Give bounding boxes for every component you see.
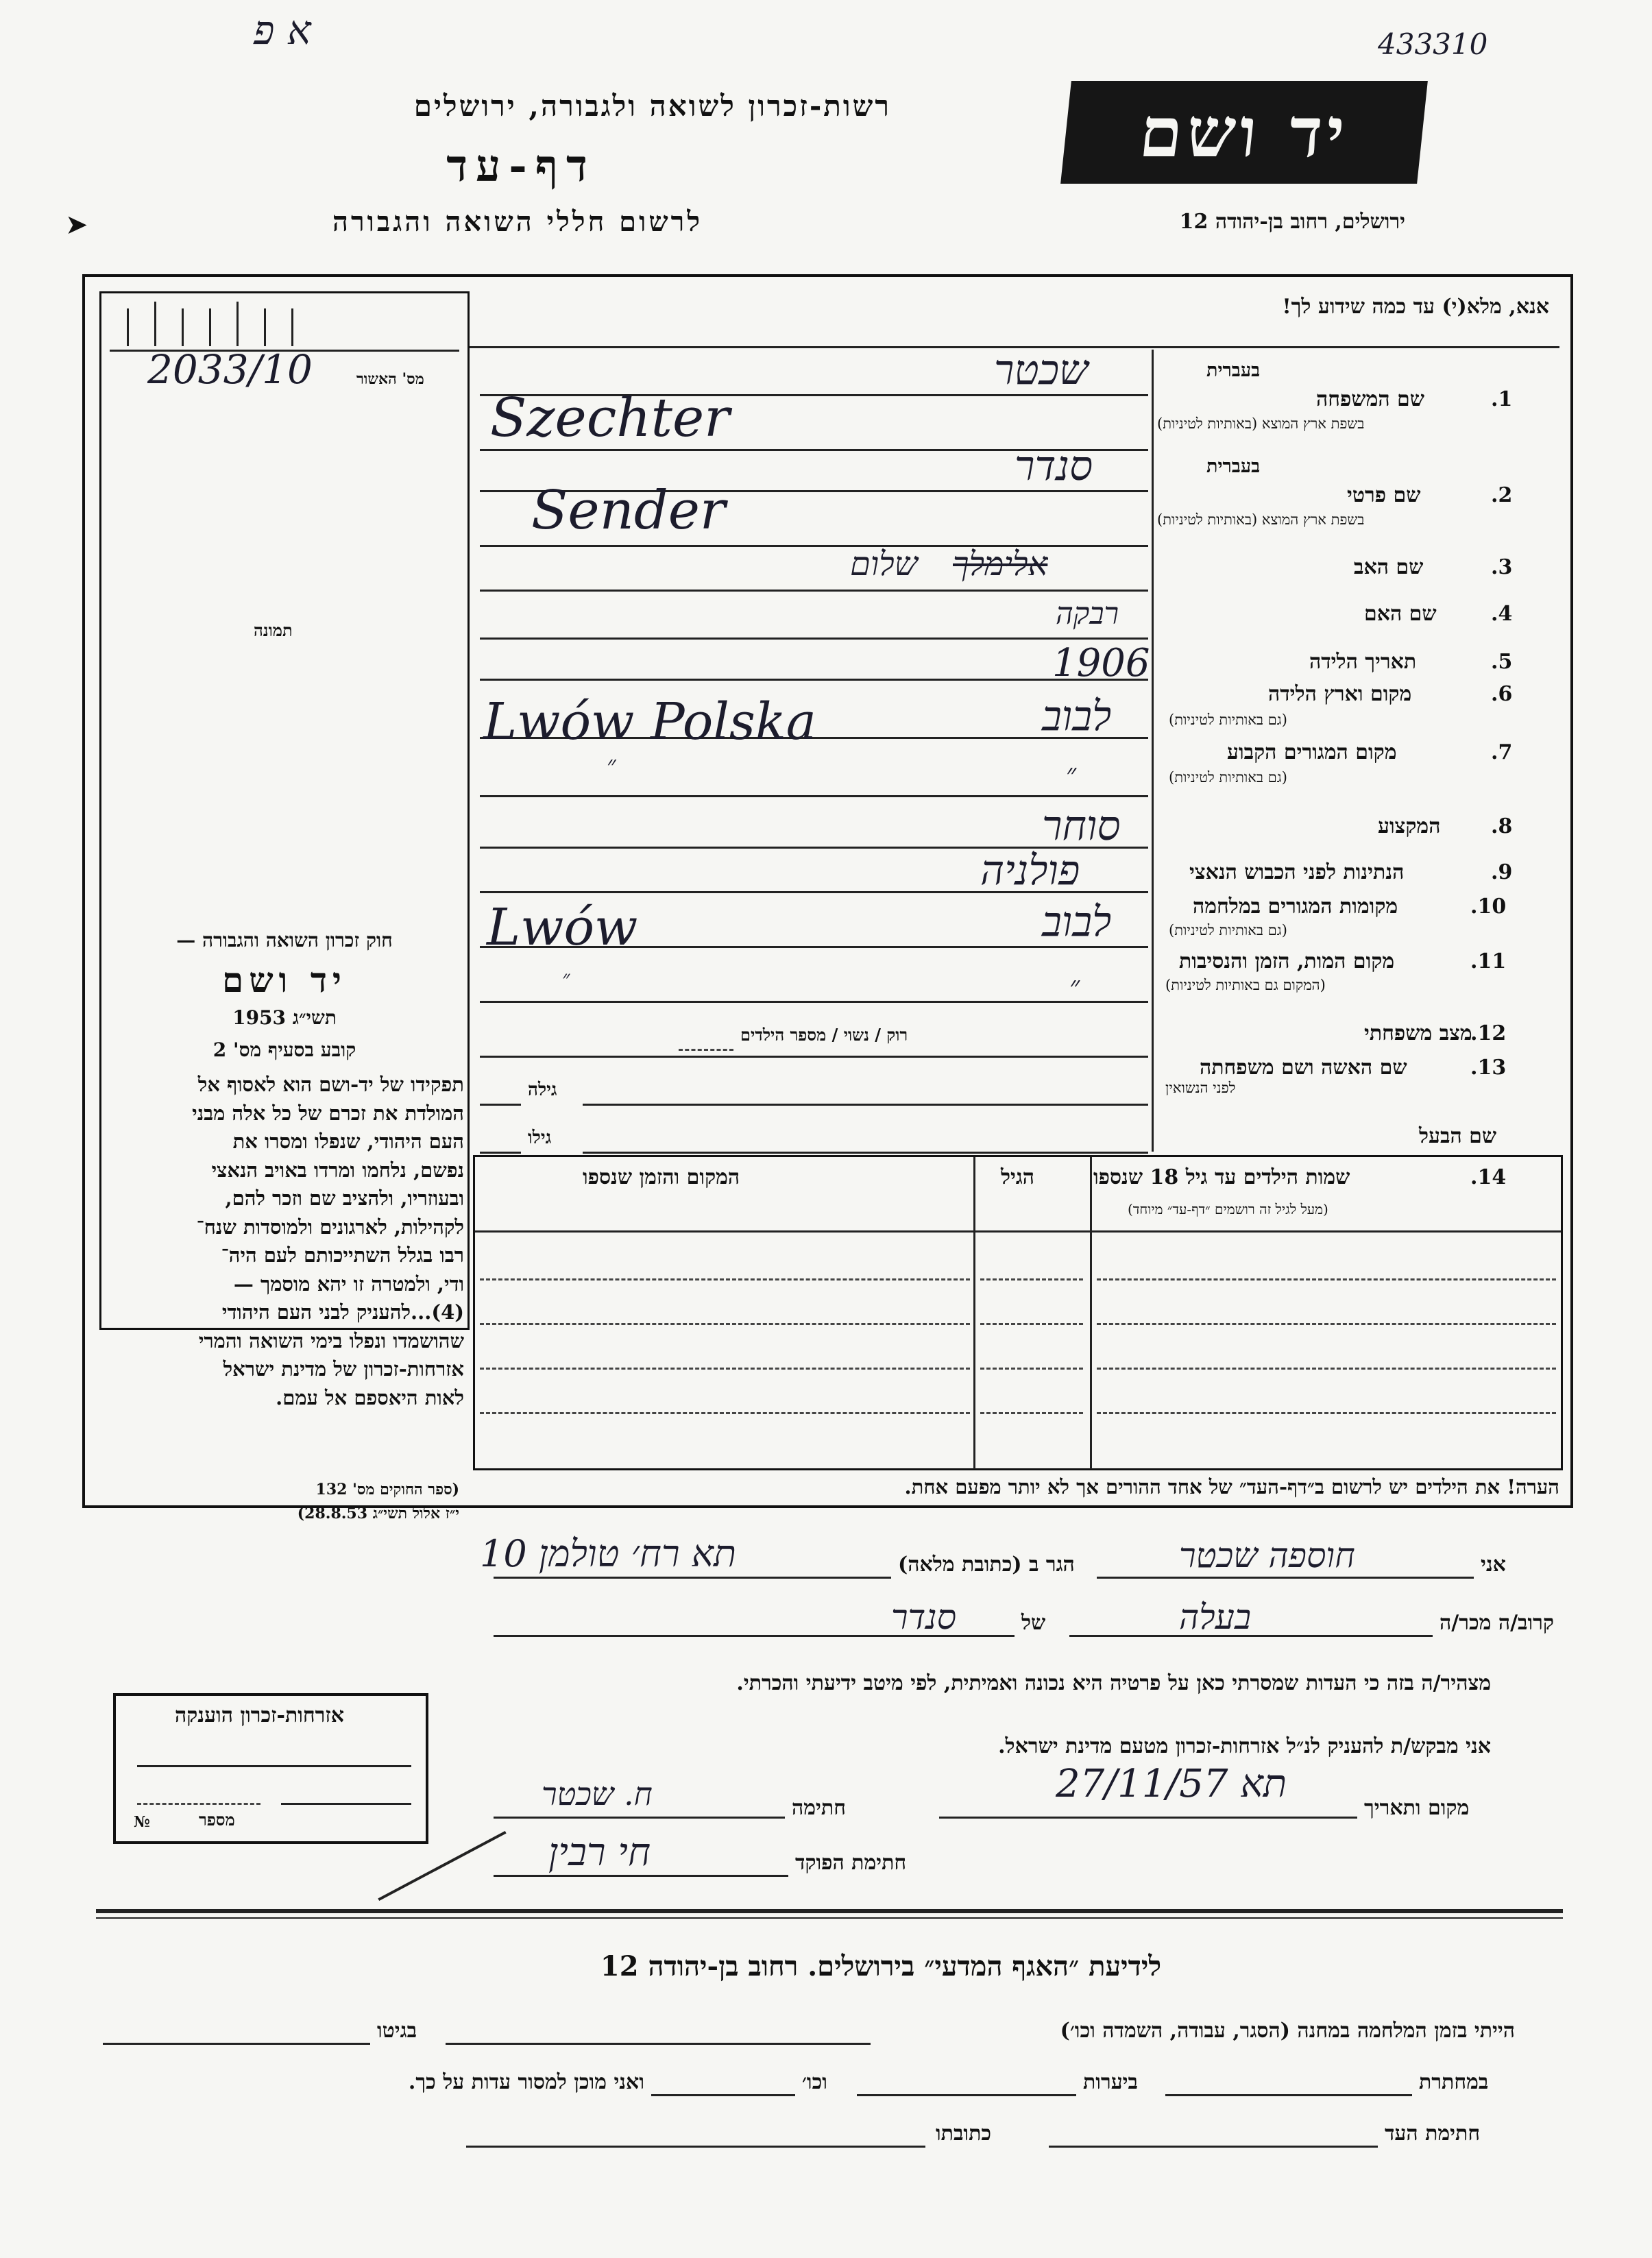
law-line: רבו בגלל השתייכותם לעם היה־ [221,1243,464,1267]
ref-ticks [127,302,291,350]
table-row-line [1097,1412,1556,1414]
citizenship-line [137,1803,260,1805]
number-sign: № [134,1813,150,1831]
institution-name: רשות-זכרון לשואה ולגבורה, ירושלים [413,89,891,123]
field-label-death: מקום המות, הזמן והנסיבות [1179,949,1395,973]
table-row-line [1097,1368,1556,1370]
field-label-husband: שם הבעל [1419,1124,1497,1148]
citizenship-line [281,1803,411,1805]
field-label-wartime: מקומות המגורים במלחמה [1193,895,1398,919]
table-divider [973,1157,975,1469]
decl-signature-label: חתימה [792,1796,846,1820]
arrow-icon: ➤ [65,209,88,241]
decl-line [939,1817,1357,1819]
law-title: חוק זכרון השואה והגבורה — [176,929,393,951]
bottom-etc-label: וכו׳ [802,2070,827,2094]
bottom-line [857,2094,1076,2096]
decl-line [1097,1577,1474,1579]
children-note: הערה! את הילדים יש לרשום ב״דף-העד״ של אחד ההורים אך לא יותר מפעם אחת. [904,1475,1559,1498]
field-sub-2: בשפת ארץ המוצא (באותיות לטיניות) [1157,511,1365,528]
occupation-value: סוחר [1042,802,1121,850]
field-num-8: 8. [1491,814,1513,838]
separator-line [96,1909,1563,1913]
field-num-3: 3. [1491,555,1513,579]
decl-place-date-label: מקום ותאריך [1364,1796,1470,1820]
first-name-latin: Sender [531,480,726,542]
table-row-line [480,1278,970,1280]
wife-age-label: גילה [528,1080,557,1100]
row-line [480,590,1148,592]
col-place: המקום והזמן שנספו [583,1165,740,1189]
law-footnote-2: י״ז אלול תשי״ג 28.8.53) [297,1505,459,1522]
field-sub-7: (גם באותיות לטיניות) [1169,769,1287,786]
decl-relative-label: קרוב/ה מכר/ה [1440,1611,1554,1635]
field-num-13: 13. [1470,1056,1507,1080]
table-row-line [980,1412,1083,1414]
decl-i-label: אני [1481,1553,1506,1577]
field-label-occupation: המקצוע [1378,814,1441,838]
field-label-birthplace: מקום וארץ הלידה [1268,682,1412,706]
header-address: ירושלים, רחוב בן-יהודה 12 [1179,210,1405,234]
bottom-ready-text: ואני מוכן למסור עדות על כך. [408,2070,644,2094]
bottom-line [1165,2094,1412,2096]
law-line: תפקידו של יד-ושם הוא לאסוף אל [197,1073,464,1096]
bottom-underground-label: במחתרת [1419,2070,1489,2094]
decl-of-value: סנדר [891,1597,957,1637]
table-header-line [475,1230,1561,1233]
bottom-line [651,2094,795,2096]
field-num-2: 2. [1491,483,1513,507]
law-line: ובעוזריו, ולהציב שם וזכר להם, [225,1187,464,1210]
field-sub-6: (גם באותיות לטיניות) [1169,712,1287,728]
row-line [480,679,1148,681]
decl-address-value: תא רח׳ טולמן 10 [480,1532,736,1575]
birthdate-value: 1906 [1052,641,1150,685]
field-label-family: שם המשפחה [1316,387,1425,411]
corner-mark-left: א פ [254,7,311,53]
field-num-9: 9. [1491,860,1513,884]
decl-line [494,1817,785,1819]
field-label-wife: שם האשה ושם משפחתה [1200,1056,1407,1080]
death-latin: ״ [562,967,570,991]
children-sub: (מעל לגיל זה רושמים ״דף-עד״ מיוחד) [1128,1201,1328,1217]
marital-options: רוק / נשוי / מספר הילדים [740,1025,908,1045]
decl-address-label: הגר ב (כתובת מלאה) [898,1553,1075,1577]
decl-name-value: חוספה שכטר [1179,1535,1355,1575]
field-sub-11: (המקום גם באותיות לטיניות) [1165,977,1326,993]
field-sub-1: בשפת ארץ המוצא (באותיות לטיניות) [1157,415,1365,432]
law-line: שהושמדו ונפלו בימי השואה והמרי [198,1328,464,1352]
hebrew-tag-1: בעברית [1206,360,1261,381]
citizenship-title: אזרחות-זכרון הוענקה [175,1703,345,1727]
law-line: העם היהודי, שנפלו ומסרו את [232,1130,464,1153]
field-num-5: 5. [1491,650,1513,674]
bottom-forests-label: ביערות [1083,2070,1139,2094]
bottom-witness-sig-label: חתימת העד [1385,2122,1481,2146]
field-num-12: 12. [1470,1021,1507,1045]
row-line [583,1104,1148,1106]
table-row-line [1097,1278,1556,1280]
residence-hebrew: ״ [1066,758,1077,790]
law-line: ודי, ולמטרה זו יהא מוסמך — [233,1272,464,1296]
decl-request: אני מבקש/ת להעניק לנ״ל אזרחות-זכרון מטעם מדינת ישראל. [998,1734,1491,1758]
children-label: שמות הילדים עד גיל 18 שנספו [1093,1165,1350,1189]
wartime-latin: Lwów [487,898,638,957]
birthplace-latin: Lwów Polska [483,692,816,751]
field-sub-13: לפני הנשואין [1165,1080,1236,1096]
decl-line [494,1577,891,1579]
birthplace-hebrew: לבוב [1042,692,1112,740]
family-name-latin: Szechter [490,387,730,449]
family-name-hebrew: שכטר [994,346,1089,394]
table-row-line [1097,1323,1556,1325]
law-line: לקהילות, לארגונים ולמוסדות שנח־ [196,1215,464,1239]
table-row-line [980,1323,1083,1325]
decl-relative-value: בעלה [1179,1597,1252,1637]
law-name: יד ושם [222,960,347,1000]
decl-line [494,1875,788,1877]
photo-label: תמונה [254,620,293,640]
row-line [480,1056,1148,1058]
law-year: תשי״ג 1953 [232,1006,337,1029]
corner-mark-right: 433310 [1378,27,1488,61]
law-text [104,1071,464,1412]
ref-label: מס' האשור [356,370,424,388]
ref-value: 2033/10 [147,346,313,393]
logo-text: יד ושם [1135,92,1353,173]
field-num-11: 11. [1470,949,1507,973]
nationality-value: פולניה [980,847,1080,895]
row-line [480,1104,521,1106]
table-row-line [480,1412,970,1414]
field-label-birthdate: תאריך הלידה [1309,650,1417,674]
table-row-line [980,1278,1083,1280]
law-line: (4)...להעניק לבני העם היהודי [221,1300,464,1324]
yad-vashem-logo [1060,81,1428,184]
form-title: דף-עד [446,141,596,192]
row-line [480,545,1148,547]
form-subtitle: לרשום חללי השואה והגבורה [332,206,703,238]
field-num-7: 7. [1491,740,1513,764]
decl-statement: מצהיר/ה בזה כי העדות שמסרתי כאן על פרטיה היא נכונה ואמיתית, לפי מיטב ידיעתי והכרתי. [736,1671,1491,1695]
bottom-address-label: כתובתו [936,2122,992,2146]
decl-of-label: של [1021,1611,1046,1635]
decl-signature-value: ח. שכטר [542,1775,653,1812]
row-line [480,1152,521,1154]
bottom-line [466,2146,925,2148]
husband-age-label: גילו [528,1128,552,1148]
decl-officer-value: חי רבין [548,1830,651,1875]
law-clause: קובע בסעיף מס' 2 [212,1039,356,1061]
decl-officer-label: חתימת הפוקד [795,1851,907,1875]
field-num-14: 14. [1470,1165,1507,1189]
bottom-line [103,2043,370,2045]
table-divider [1090,1157,1092,1469]
field-num-1: 1. [1491,387,1513,411]
table-row-line [480,1323,970,1325]
intro-text: אנא, מלא(י) עד כמה שידוע לך! [1282,295,1549,319]
row-line [480,795,1148,797]
row-line [583,1152,1148,1154]
father-struck-value: אלימלך [953,545,1048,583]
decl-place-date-value: תא 27/11/57 [1056,1762,1287,1806]
field-sub-10: (גם באותיות לטיניות) [1169,922,1287,938]
children-table [473,1155,1563,1470]
first-name-hebrew: סנדר [1015,442,1093,490]
bottom-camp-line: הייתי בזמן המלחמה במחנה (הסגר, עבודה, השמדה וכו׳) [1060,2019,1515,2043]
table-row-line [980,1368,1083,1370]
law-line: אזרחות-זכרון של מדינת ישראל [223,1357,464,1381]
citizenship-number-label: מספר [199,1810,235,1830]
field-num-10: 10. [1470,895,1507,919]
field-num-4: 4. [1491,602,1513,626]
table-row-line [480,1368,970,1370]
law-footnote-1: (ספר החוקים מס' 132 [315,1481,459,1498]
wartime-hebrew: לבוב [1042,898,1112,946]
citizenship-line [137,1765,411,1767]
law-line: המולדת את זכרם של כל אלה מבני [192,1101,464,1125]
separator-line-thin [96,1917,1563,1919]
bottom-ghetto-label: בגיטו [377,2019,417,2043]
row-line [480,638,1148,640]
dotted-line [679,1049,733,1051]
residence-latin: ״ [607,751,616,779]
field-label-nationality: הנתינות לפני הכבוש הנאצי [1189,860,1405,884]
bottom-line [446,2043,871,2045]
field-label-first: שם פרטי [1347,483,1421,507]
col-age: הגיל [1001,1165,1035,1189]
law-line: נפשם, נלחמו ומרדו באויב הנאצי [211,1158,464,1182]
field-label-residence: מקום המגורים הקבוע [1227,740,1397,764]
father-value: שלום [850,545,918,583]
bottom-title: לידיעת ״האגף המדעי״ בירושלים. רחוב בן-יהודה 12 [600,1950,1162,1982]
field-label-father: שם האב [1354,555,1424,579]
row-line [480,1001,1148,1003]
bottom-line [1049,2146,1378,2148]
death-hebrew: ״ [1069,971,1080,1002]
labels-divider [1152,350,1154,1152]
hebrew-tag-2: בעברית [1206,456,1261,477]
field-num-6: 6. [1491,682,1513,706]
field-label-mother: שם האם [1364,602,1437,626]
field-label-marital: מצב משפחתי [1364,1021,1472,1045]
mother-value: רבקה [1056,596,1119,631]
law-line: לאות היאספם אל עמם. [276,1385,464,1409]
